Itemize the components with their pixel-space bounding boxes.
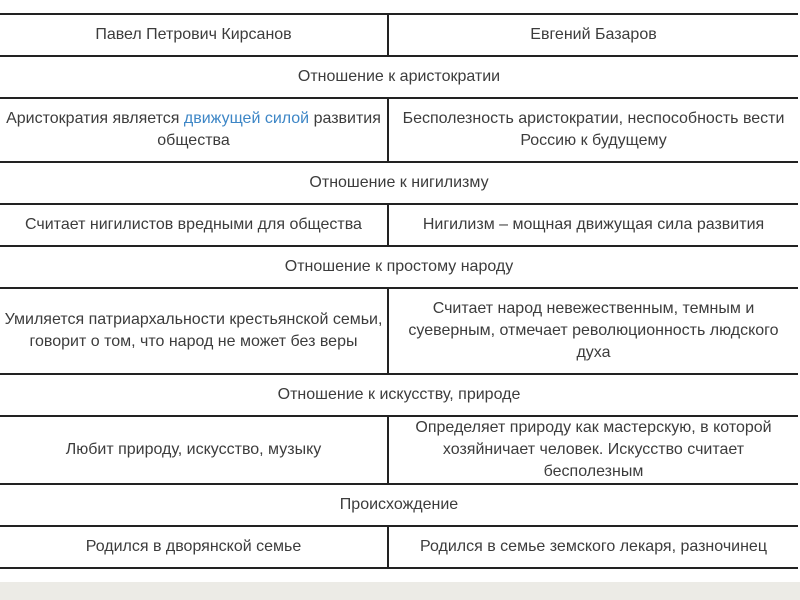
bazarov-nihilism: Нигилизм – мощная движущая сила развития <box>388 204 798 246</box>
bazarov-people: Считает народ невежественным, темным и суеверным, отмечает революционность людского духа <box>388 288 798 374</box>
bazarov-origin: Родился в семье земского лекаря, разночинец <box>388 526 798 568</box>
bazarov-art-nature: Определяет природу как мастерскую, в которой хозяйничает человек. Искусство считает бесполезным <box>388 416 798 484</box>
table-row <box>0 526 798 568</box>
footer-band <box>0 582 800 600</box>
kirsanov-aristocracy <box>0 98 388 162</box>
header-row <box>0 14 798 56</box>
table-row <box>0 416 798 484</box>
kirsanov-art-nature: Любит природу, искусство, музыку <box>0 416 388 484</box>
section-title-row <box>0 484 798 526</box>
highlighted-text: движущей силой <box>183 110 310 127</box>
section-title-row <box>0 162 798 204</box>
section-title-aristocracy: Отношение к аристократии <box>0 56 798 98</box>
bazarov-aristocracy: Бесполезность аристократии, неспособность вести Россию к будущему <box>388 98 798 162</box>
section-title-row <box>0 246 798 288</box>
text-segment: Аристократия является <box>6 110 184 127</box>
kirsanov-origin: Родился в дворянской семье <box>0 526 388 568</box>
comparison-table <box>0 13 798 569</box>
table-row <box>0 98 798 162</box>
header-bazarov: Евгений Базаров <box>388 14 798 56</box>
header-kirsanov: Павел Петрович Кирсанов <box>0 14 388 56</box>
section-title-row <box>0 374 798 416</box>
table-row <box>0 204 798 246</box>
kirsanov-people: Умиляется патриархальности крестьянской семьи, говорит о том, что народ не может без веры <box>0 288 388 374</box>
section-title-art-nature: Отношение к искусству, природе <box>0 374 798 416</box>
section-title-people: Отношение к простому народу <box>0 246 798 288</box>
table-row <box>0 288 798 374</box>
section-title-row <box>0 56 798 98</box>
kirsanov-nihilism: Считает нигилистов вредными для общества <box>0 204 388 246</box>
section-title-nihilism: Отношение к нигилизму <box>0 162 798 204</box>
section-title-origin: Происхождение <box>0 484 798 526</box>
text-segment: развития общества <box>157 110 381 149</box>
